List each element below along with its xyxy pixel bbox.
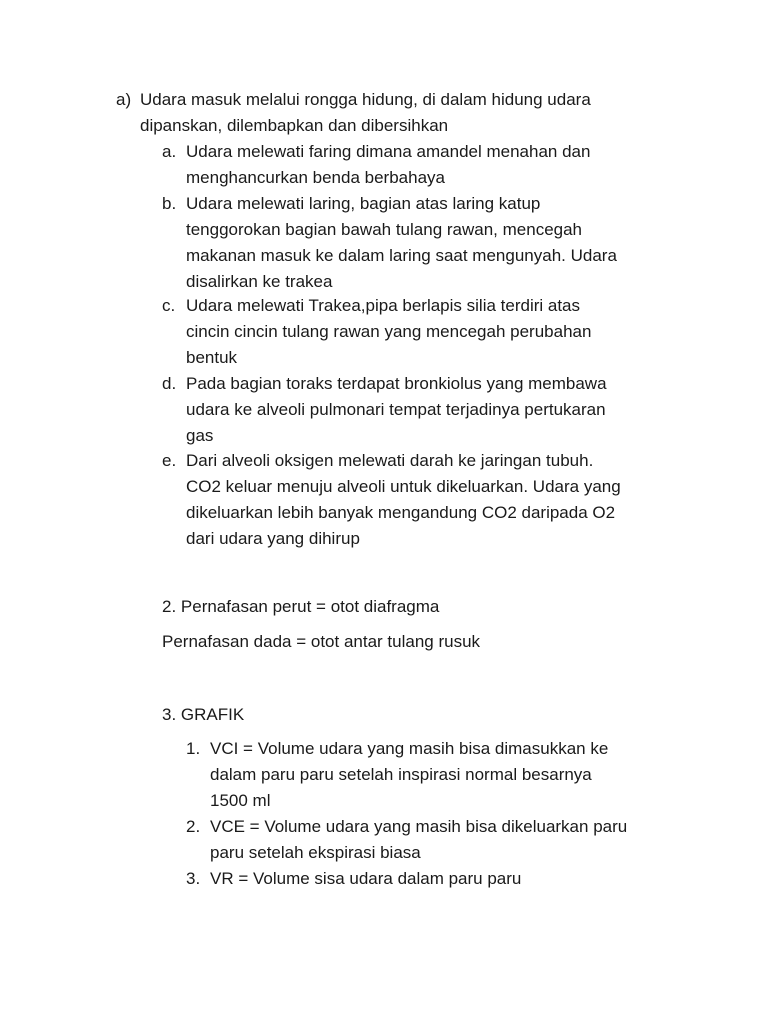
grafik-item-2 [186,814,686,866]
list-marker: 2. [186,817,201,836]
list-marker: e. [162,451,177,470]
sub-list-item-a [162,139,682,191]
list-item-text [140,87,676,139]
list-item-text [186,448,682,552]
sub-list-item-e [162,448,682,552]
text-line: Udara masuk melalui rongga hidung, di dalam hidung udara [140,90,591,109]
text-line: udara ke alveoli pulmonari tempat terjadinya pertukaran [186,400,606,419]
list-marker: c. [162,296,176,315]
text-line: Udara melewati laring, bagian atas laring katup [186,194,541,213]
text-line: dipanskan, dilembapkan dan dibersihkan [140,116,449,135]
list-marker: a) [116,90,132,109]
sub-list-item-b [162,191,682,295]
text-line: tenggorokan bagian bawah tulang rawan, mencegah [186,220,583,239]
list-item-a-main [116,87,676,139]
text-line: dalam paru paru setelah inspirasi normal besarnya [210,765,592,784]
list-marker: b. [162,194,177,213]
text-line: menghancurkan benda berbahaya [186,168,445,187]
text-line: VR = Volume sisa udara dalam paru paru [210,869,522,888]
text-line: Pada bagian toraks terdapat bronkiolus yang membawa [186,374,607,393]
text-line: dari udara yang dihirup [186,529,360,548]
sub-list-item-d [162,371,682,449]
list-item-text [186,139,682,191]
list-marker: 3. [186,869,201,888]
list-item-text [186,191,682,295]
section-2-line-2: Pernafasan dada = otot antar tulang rusuk [162,632,481,651]
grafik-item-3 [186,866,686,892]
section-3-heading: 3. GRAFIK [162,705,245,724]
text-line: disalirkan ke trakea [186,272,333,291]
list-marker: d. [162,374,177,393]
list-item-text [186,293,682,371]
list-item-text [210,814,686,866]
text-line: dikeluarkan lebih banyak mengandung CO2 daripada O2 [186,503,616,522]
text-line: Udara melewati Trakea,pipa berlapis silia terdiri atas [186,296,581,315]
list-item-text [210,866,686,892]
text-line: Dari alveoli oksigen melewati darah ke jaringan tubuh. [186,451,594,470]
text-line: Udara melewati faring dimana amandel menahan dan [186,142,591,161]
sub-list-item-c [162,293,682,371]
text-line: cincin cincin tulang rawan yang mencegah perubahan [186,322,592,341]
text-line: bentuk [186,348,238,367]
list-marker: a. [162,142,177,161]
text-line: makanan masuk ke dalam laring saat mengunyah. Udara [186,246,617,265]
text-line: 1500 ml [210,791,271,810]
text-line: CO2 keluar menuju alveoli untuk dikeluarkan. Udara yang [186,477,621,496]
section-2-line-1: 2. Pernafasan perut = otot diafragma [162,597,440,616]
grafik-item-1 [186,736,686,814]
text-line: paru setelah ekspirasi biasa [210,843,421,862]
text-line: gas [186,426,214,445]
text-line: VCE = Volume udara yang masih bisa dikeluarkan paru [210,817,628,836]
text-line: VCI = Volume udara yang masih bisa dimasukkan ke [210,739,609,758]
list-item-text [210,736,686,814]
list-item-text [186,371,682,449]
list-marker: 1. [186,739,201,758]
